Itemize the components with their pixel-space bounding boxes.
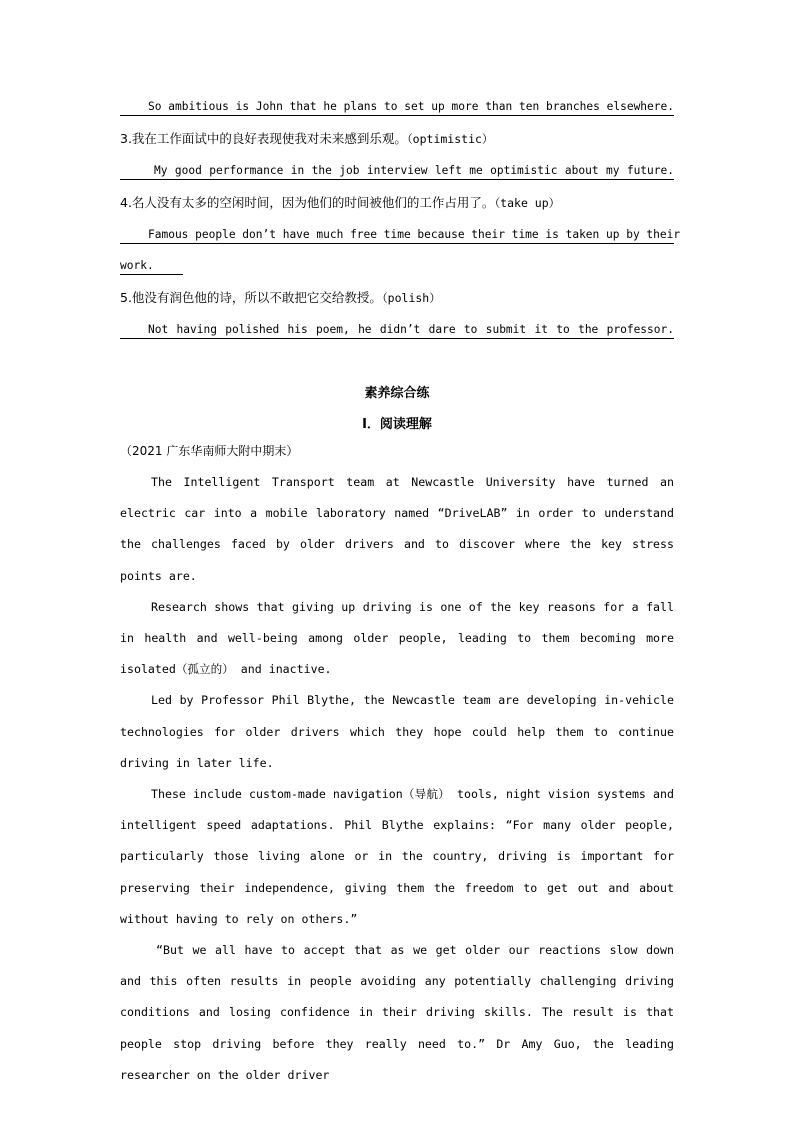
question-3 xyxy=(120,130,674,148)
reading-passage xyxy=(120,467,674,1091)
passage-paragraph-5: “But we all have to accept that as we get older our reactions slow down and this often results in people avoiding any potentially challenging driving conditions and losing confidence in their driving skills. The result is that people stop driving before they really need to.” Dr Amy Guo, the leading researcher on the older driver xyxy=(120,943,674,1082)
passage-paragraph-3: Led by Professor Phil Blythe, the Newcastle team are developing in-vehicle technologies for older drivers which they hope could help them to continue driving in later life. xyxy=(120,693,674,770)
question-3-hint: （optimistic） xyxy=(406,132,494,146)
answer-4-text-line1: Famous people don’t have much free time because their time is taken up by their xyxy=(148,228,681,241)
answer-2 xyxy=(120,98,674,116)
answer-2-text: So ambitious is John that he plans to set up more than ten branches elsewhere. xyxy=(148,100,674,113)
question-5 xyxy=(120,289,674,307)
answer-3 xyxy=(120,162,674,180)
question-5-text: 5.他没有润色他的诗，所以不敢把它交给教授。 xyxy=(120,290,382,305)
section-subtitle: I．阅读理解 xyxy=(362,417,432,432)
passage-paragraph-4: These include custom-made navigation（导航） tools, night vision systems and intelligent speed adaptations. Phil Blythe explains: “For many older people, particularly those living alone or in the country, driving is important for preserving their independence, giving them the freedom to get out and about without having to rely on others.” xyxy=(120,787,674,926)
passage-paragraph-2: Research shows that giving up driving is one of the key reasons for a fall in health and well-being among older people, leading to them becoming more isolated（孤立的） and inactive. xyxy=(120,599,674,677)
answer-3-text: My good performance in the job interview left me optimistic about my future. xyxy=(154,164,674,177)
answer-4-text-line2: work. xyxy=(120,259,154,272)
answer-4-line1 xyxy=(120,226,681,244)
question-5-hint: （polish） xyxy=(381,291,441,305)
answer-4-line2 xyxy=(120,257,183,275)
section-title: 素养综合练 xyxy=(364,386,430,401)
question-4 xyxy=(120,194,674,212)
passage-paragraph-1: The Intelligent Transport team at Newcastle University have turned an electric car into a mobile laboratory named “DriveLAB” in order to understand the challenges faced by older drivers and to discover where the key stress points are. xyxy=(120,475,674,583)
passage-source: （2021 广东华南师大附中期末） xyxy=(120,444,299,458)
answer-5 xyxy=(120,321,674,339)
answer-5-text: Not having polished his poem, he didn’t dare to submit it to the professor. xyxy=(148,323,674,336)
question-4-hint: （take up） xyxy=(494,196,561,210)
document-page xyxy=(120,98,681,1091)
question-3-text: 3.我在工作面试中的良好表现使我对未来感到乐观。 xyxy=(120,131,407,146)
question-4-text: 4.名人没有太多的空闲时间，因为他们的时间被他们的工作占用了。 xyxy=(120,195,495,210)
